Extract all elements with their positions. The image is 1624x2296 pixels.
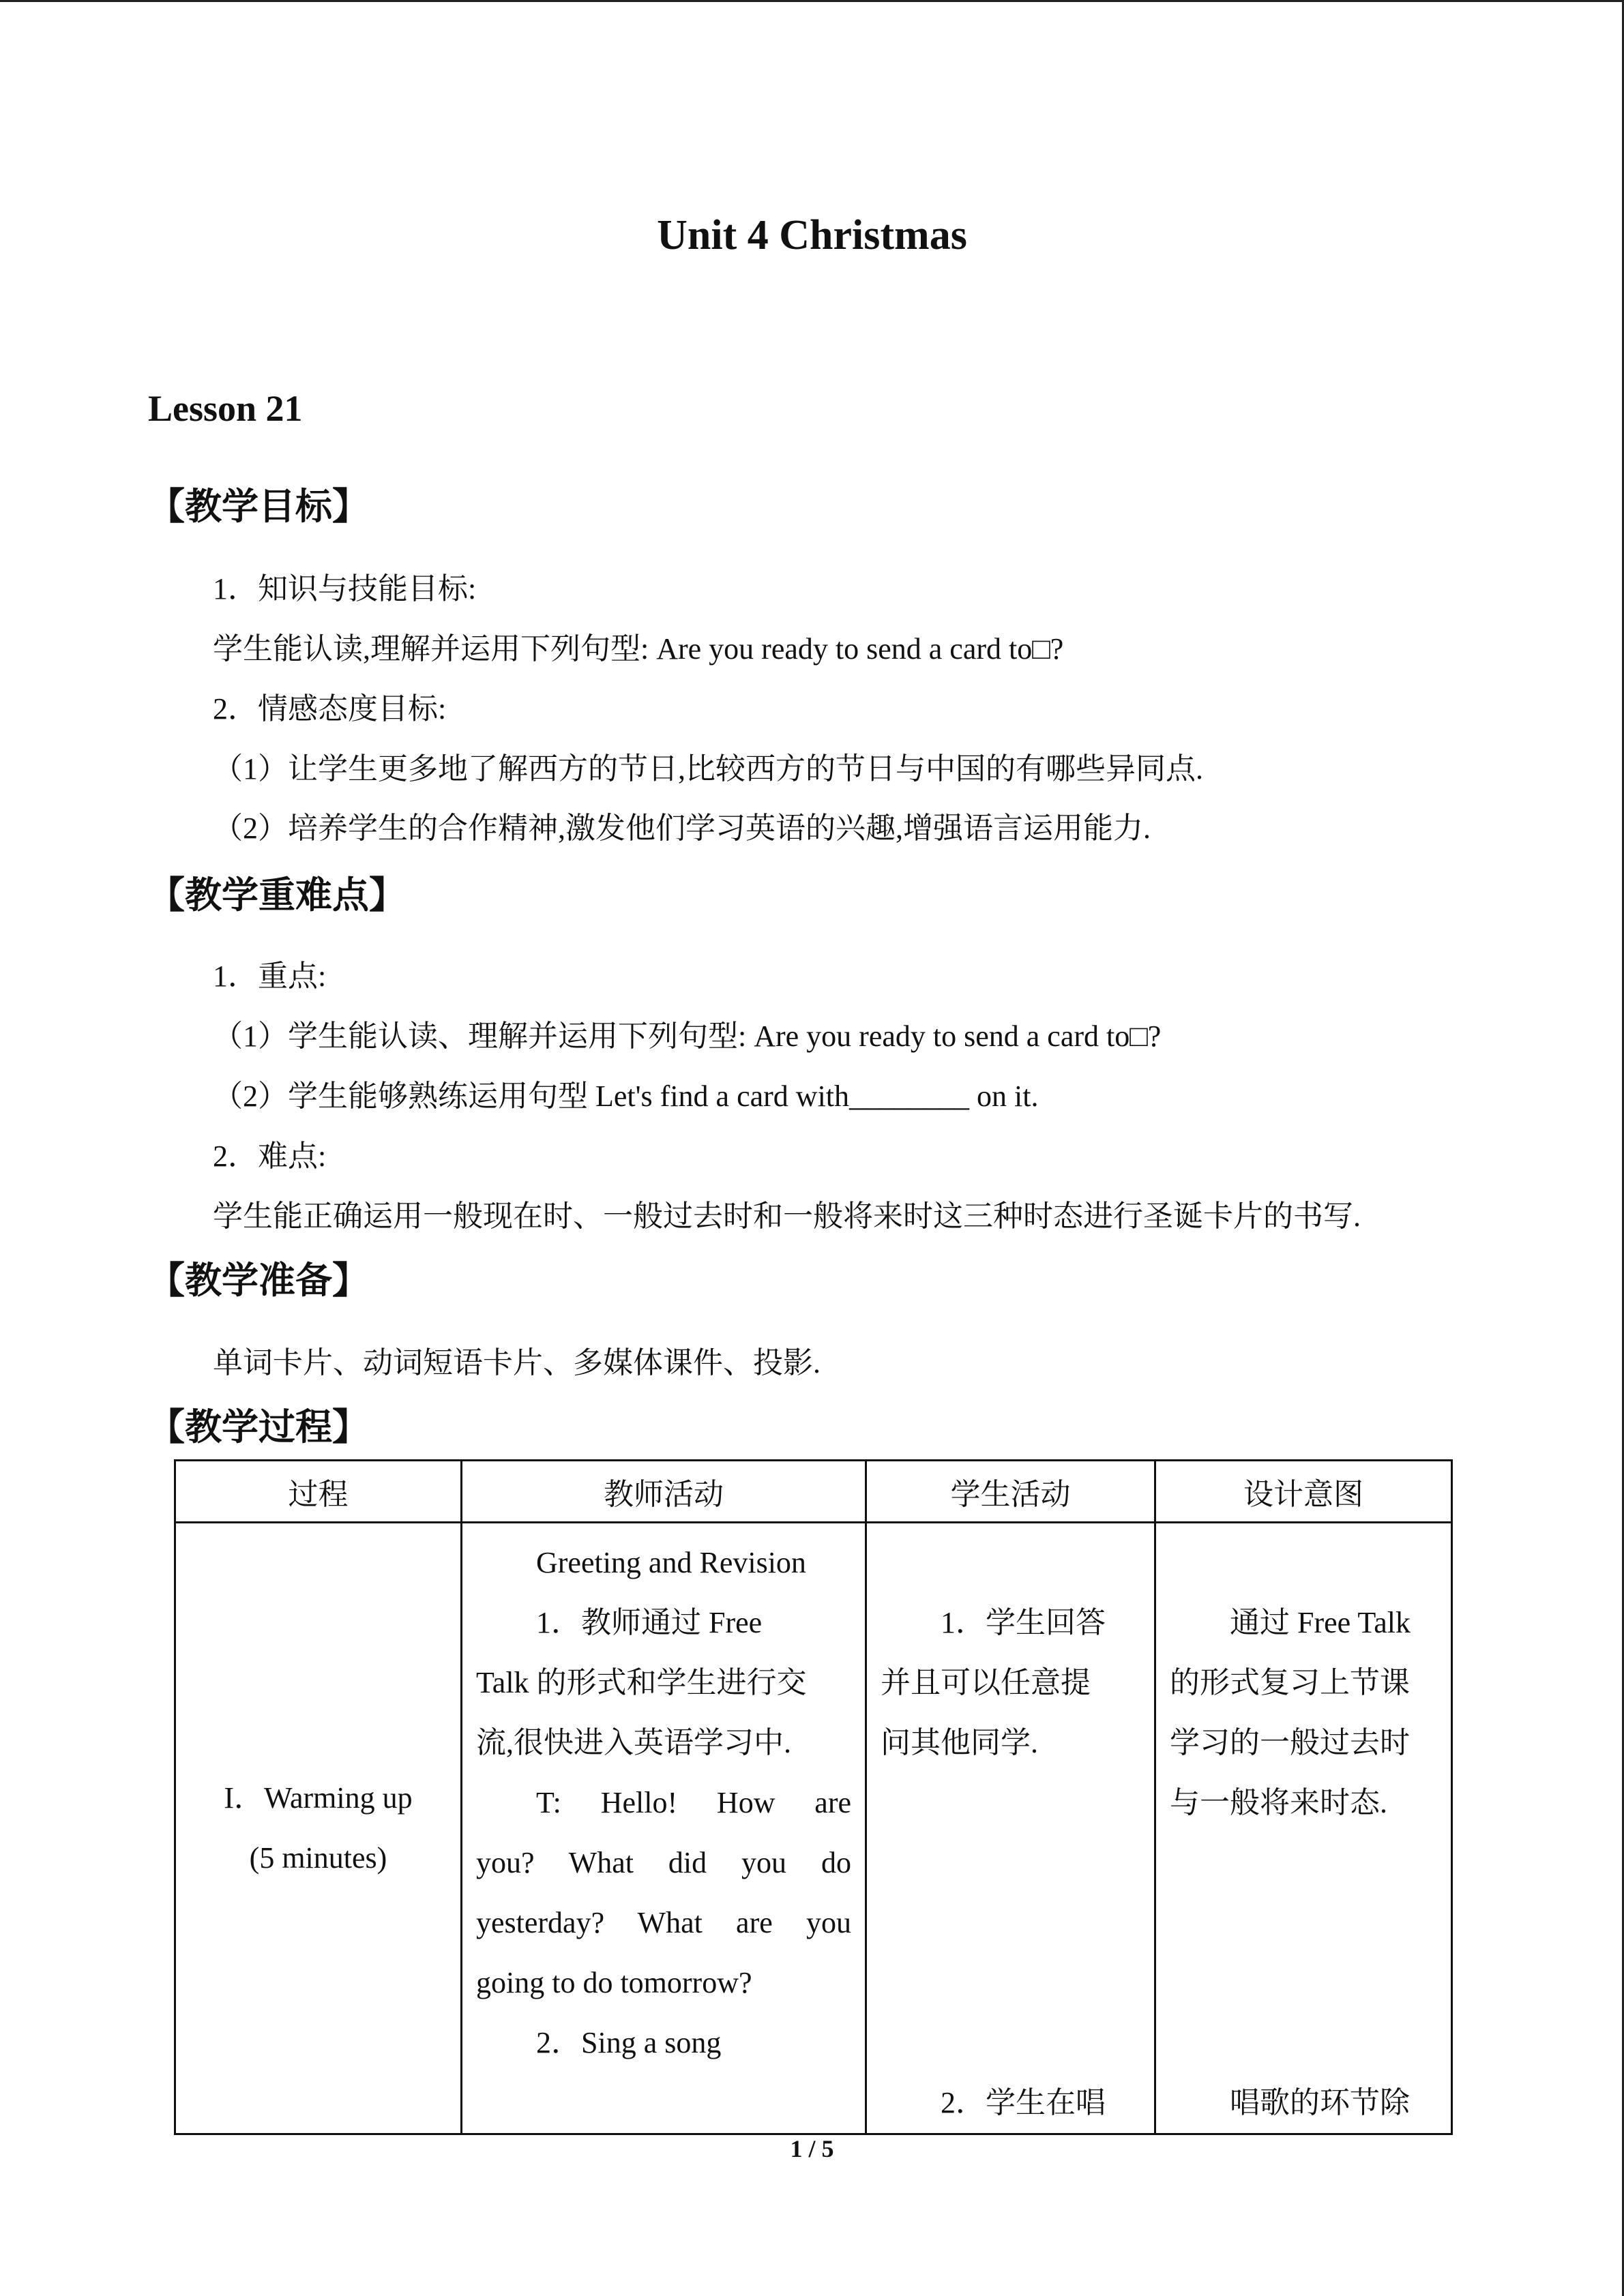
key-points-line-4: 2．难点: [213, 1139, 327, 1173]
preparation-heading: 【教学准备】 [148, 1260, 369, 1301]
teacher-line: you? What did you do [476, 1846, 851, 1879]
page-top-border [0, 0, 1624, 2]
intent-line: 学习的一般过去时 [1170, 1726, 1410, 1759]
table-row [175, 1523, 1452, 2134]
teacher-activity-cell [462, 1523, 866, 2134]
table-header-row [175, 1461, 1452, 1523]
key-points-line-2: （1）学生能认读、理解并运用下列句型: Are you ready to send a card to□? [213, 1019, 1162, 1053]
student-line: 2．学生在唱 [941, 2086, 1106, 2119]
preparation-line: 单词卡片、动词短语卡片、多媒体课件、投影. [213, 1346, 821, 1380]
lesson-heading: Lesson 21 [148, 388, 303, 429]
student-line: 并且可以任意提 [881, 1666, 1091, 1699]
design-intent-cell [1155, 1523, 1452, 2134]
stage-cell [175, 1523, 462, 2134]
teacher-line: 1．教师通过 Free [536, 1606, 763, 1639]
process-table [174, 1459, 1453, 2135]
key-points-line-1: 1．重点: [213, 959, 327, 993]
page-number: 1 / 5 [790, 2135, 834, 2162]
stage-name: I．Warming up [224, 1781, 413, 1815]
process-heading: 【教学过程】 [148, 1407, 369, 1448]
objectives-line-5: （2）培养学生的合作精神,激发他们学习英语的兴趣,增强语言运用能力. [213, 811, 1151, 845]
objectives-line-2: 学生能认读,理解并运用下列句型: Are you ready to send a card to□? [213, 632, 1064, 666]
teacher-line: 流,很快进入英语学习中. [476, 1726, 791, 1759]
key-points-line-5: 学生能正确运用一般现在时、一般过去时和一般将来时这三种时态进行圣诞卡片的书写. [213, 1199, 1361, 1233]
header-stage: 过程 [175, 1461, 462, 1523]
key-points-heading: 【教学重难点】 [148, 875, 406, 916]
document-title: Unit 4 Christmas [657, 212, 967, 258]
teacher-line: going to do tomorrow? [476, 1966, 752, 1999]
stage-duration: (5 minutes) [249, 1841, 387, 1875]
student-line: 1．学生回答 [941, 1606, 1106, 1639]
teacher-line: Greeting and Revision [536, 1546, 806, 1579]
intent-line: 的形式复习上节课 [1170, 1666, 1410, 1699]
student-activity-cell [866, 1523, 1155, 2134]
teacher-line: 2．Sing a song [536, 2026, 722, 2059]
intent-line: 通过 Free Talk [1230, 1606, 1411, 1639]
key-points-line-3: （2）学生能够熟练运用句型 Let's find a card with________ on it. [213, 1079, 1039, 1113]
teacher-line: yesterday? What are you [476, 1906, 851, 1939]
header-student-activity: 学生活动 [866, 1461, 1155, 1523]
student-line: 问其他同学. [881, 1726, 1038, 1759]
objectives-line-4: （1）让学生更多地了解西方的节日,比较西方的节日与中国的有哪些异同点. [213, 752, 1203, 786]
teacher-line: T: Hello! How are [536, 1786, 851, 1819]
objectives-heading: 【教学目标】 [148, 486, 369, 527]
objectives-line-1: 1．知识与技能目标: [213, 572, 477, 606]
header-design-intent: 设计意图 [1155, 1461, 1452, 1523]
intent-line: 唱歌的环节除 [1230, 2086, 1410, 2119]
objectives-line-3: 2．情感态度目标: [213, 692, 447, 726]
intent-line: 与一般将来时态. [1170, 1786, 1387, 1819]
header-teacher-activity: 教师活动 [462, 1461, 866, 1523]
teacher-line: Talk 的形式和学生进行交 [476, 1666, 807, 1699]
